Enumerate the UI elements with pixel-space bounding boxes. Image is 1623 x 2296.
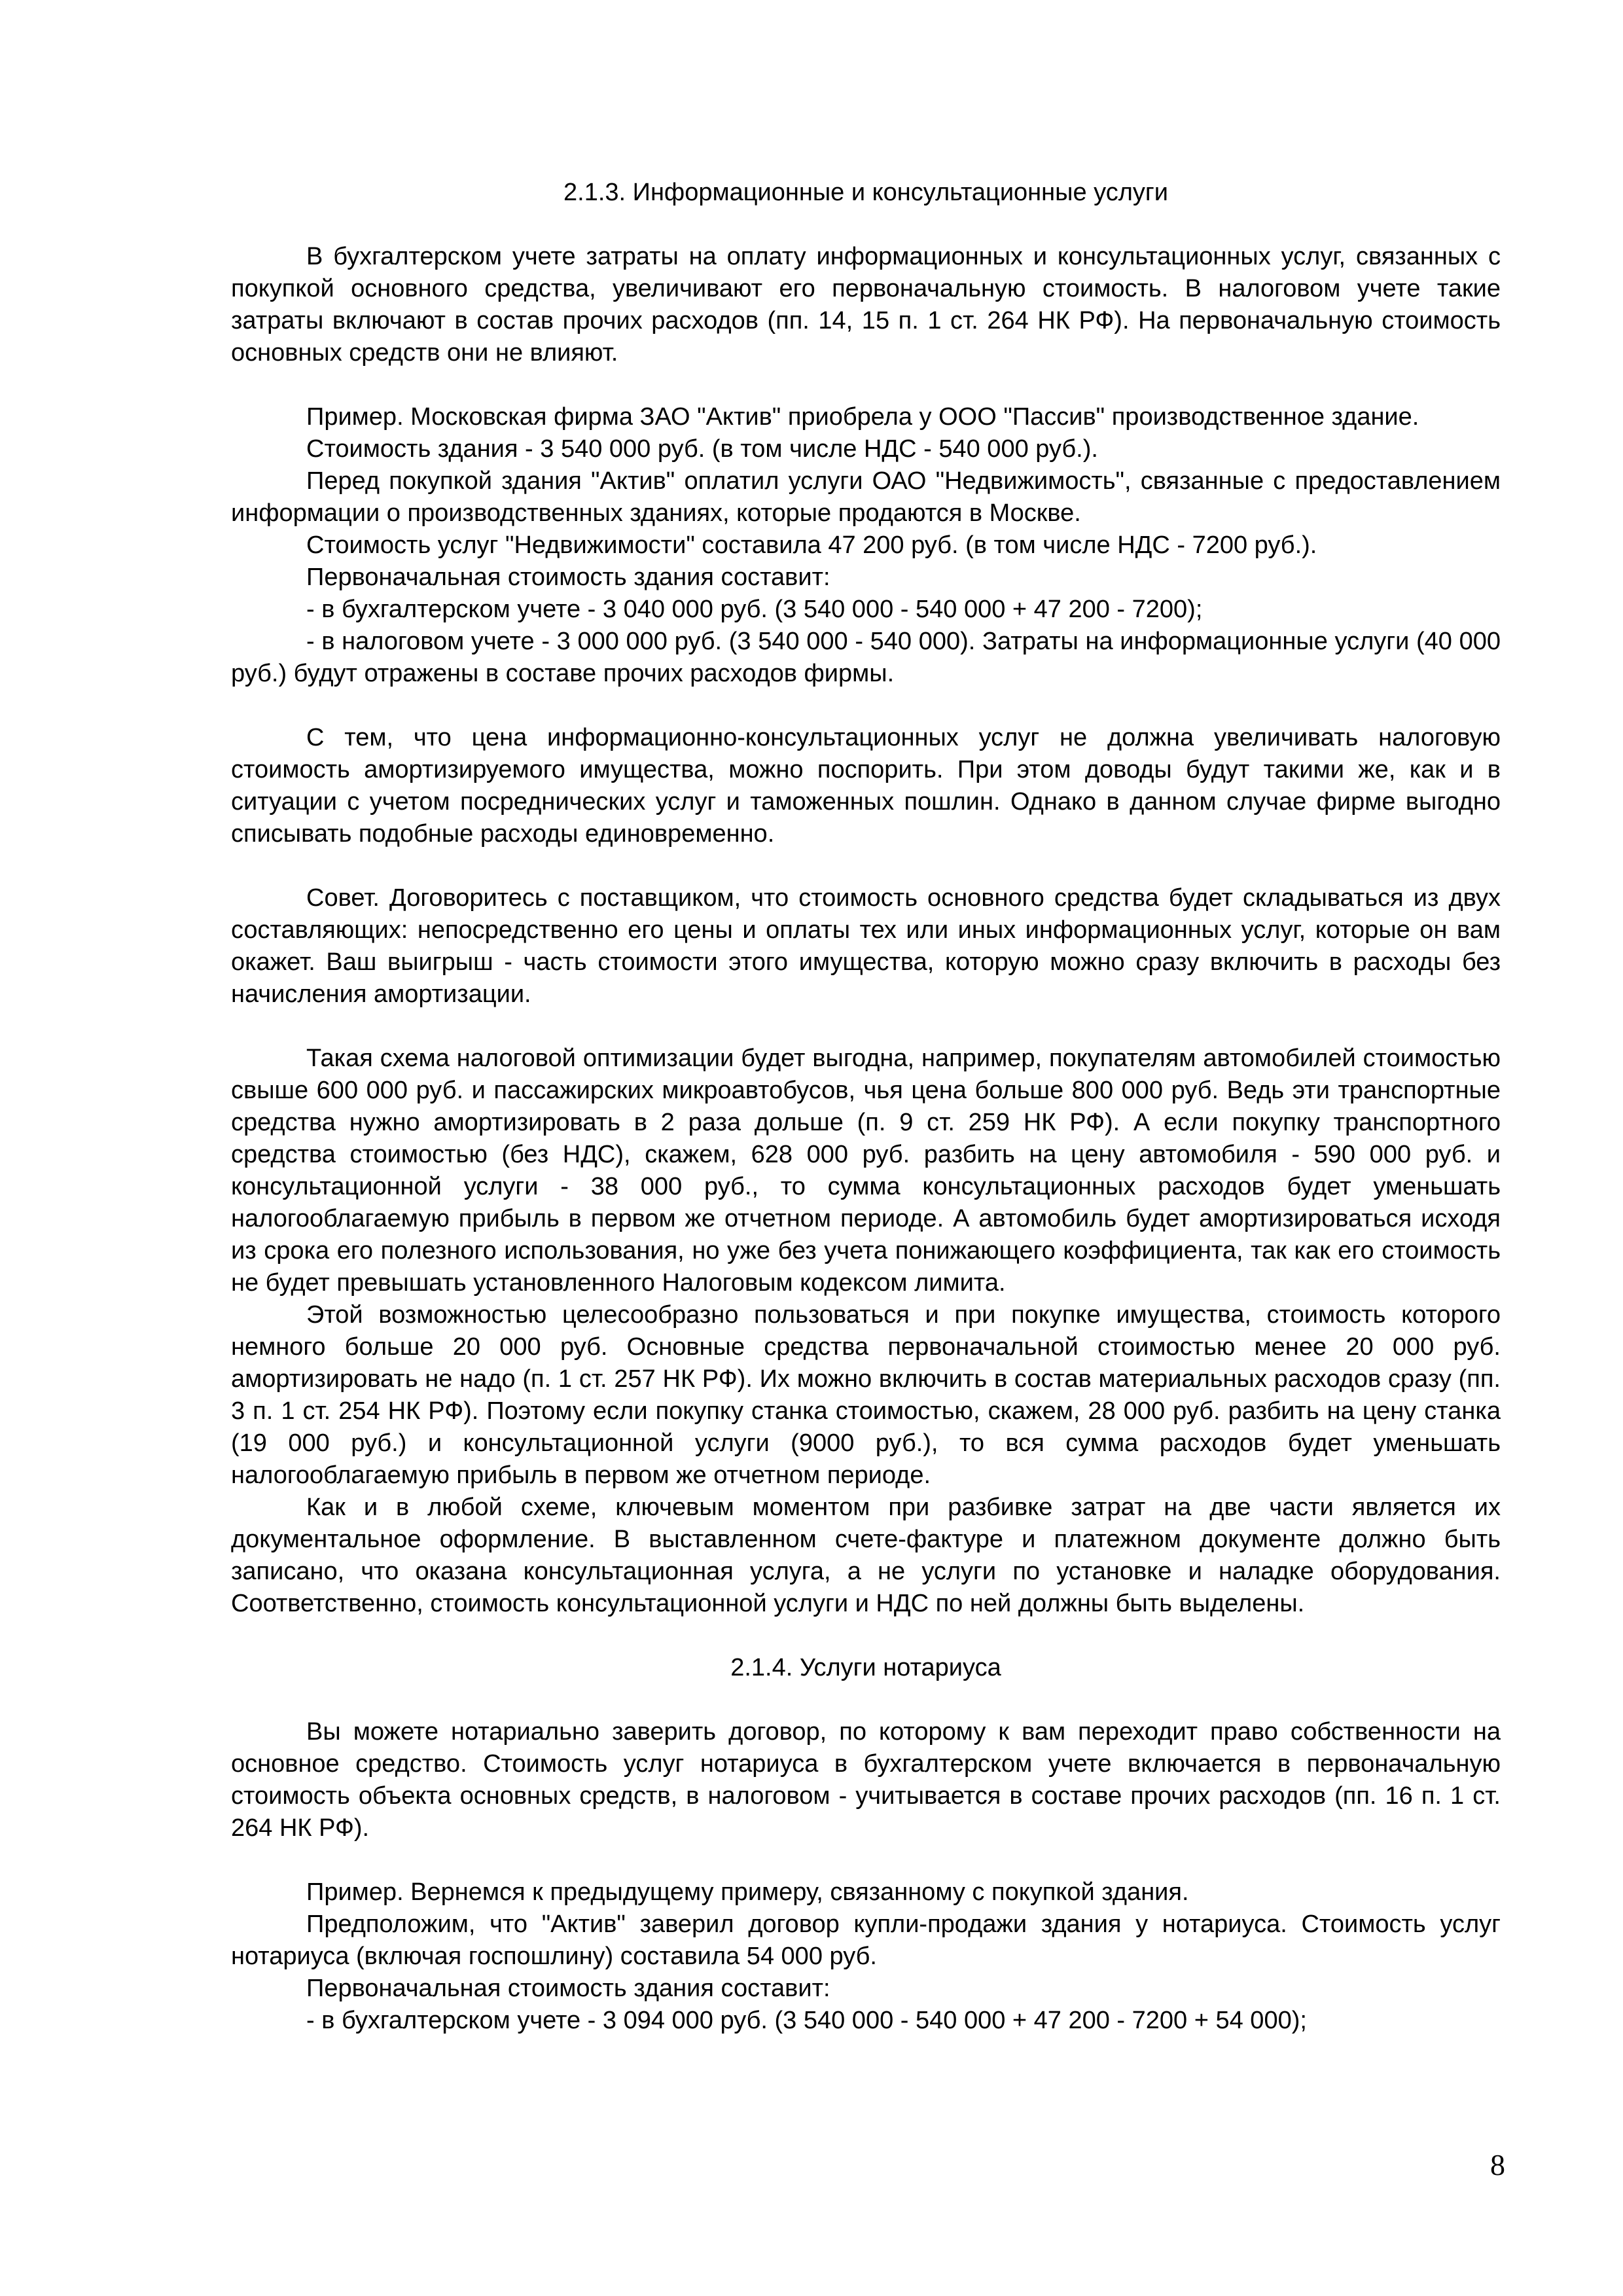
example-1-line-6: - в бухгалтерском учете - 3 040 000 руб. (3 540 000 - 540 000 + 47 200 - 7200); bbox=[306, 596, 1203, 623]
paragraph-vehicles: Такая схема налоговой оптимизации будет выгодна, например, покупателям автомобилей стоимостью свыше 600 000 руб. и пассажирских микроавтобусов, чья цена больше 800 000 руб. Ведь эти транспортные средства нужно амортизировать в 2 раза дольше (п. 9 ст. 259 НК РФ). А если покупку транспортного средства стоимостью (без НДС), скажем, 628 000 руб. разбить на цену автомобиля - 590 000 руб. и консультационной услуги - 38 000 руб., то сумма консультационных расходов будет уменьшать налогооблагаемую прибыль в первом же отчетном периоде. А автомобиль будет амортизироваться исходя из срока его полезного использования, но уже без учета понижающего коэффициента, так как его стоимость не будет превышать установленного Налоговым кодексом лимита. bbox=[231, 1045, 1501, 1297]
example-1-line-1: Пример. Московская фирма ЗАО "Актив" приобрела у ООО "Пассив" производственное здание. bbox=[306, 403, 1419, 431]
example-2-line-2: Предположим, что "Актив" заверил договор купли-продажи здания у нотариуса. Стоимость услуг нотариуса (включая госпошлину) составила 54 000 руб. bbox=[231, 1910, 1501, 1970]
paragraph-dispute: С тем, что цена информационно-консультационных услуг не должна увеличивать налоговую стоимость амортизируемого имущества, можно поспорить. При этом доводы будут такими же, как и в ситуации с учетом посреднических услуг и таможенных пошлин. Однако в данном случае фирме выгодно списывать подобные расходы единовременно. bbox=[231, 724, 1501, 848]
page-number: 8 bbox=[1490, 2148, 1505, 2181]
example-1-line-5: Первоначальная стоимость здания составит: bbox=[306, 564, 830, 591]
example-1-line-2: Стоимость здания - 3 540 000 руб. (в том числе НДС - 540 000 руб.). bbox=[306, 435, 1098, 463]
page-content bbox=[231, 177, 1501, 2037]
example-2-line-1: Пример. Вернемся к предыдущему примеру, связанному с покупкой здания. bbox=[306, 1878, 1189, 1906]
example-1-line-3: Перед покупкой здания "Актив" оплатил услуги ОАО "Недвижимость", связанные с предоставлением информации о производственных зданиях, которые продаются в Москве. bbox=[231, 467, 1501, 527]
paragraph-gap bbox=[231, 1844, 1501, 1876]
paragraph-gap bbox=[231, 1011, 1501, 1043]
paragraph-documentation: Как и в любой схеме, ключевым моментом при разбивке затрат на две части является их документальное оформление. В выставленном счете-фактуре и платежном документе должно быть записано, что оказана консультационная услуга, а не услуги по установке и наладке оборудования. Соответственно, стоимость консультационной услуги и НДС по ней должны быть выделены. bbox=[231, 1494, 1501, 1617]
example-2-line-4: - в бухгалтерском учете - 3 094 000 руб. (3 540 000 - 540 000 + 47 200 - 7200 + 54 000); bbox=[306, 2007, 1307, 2034]
example-2-line-3: Первоначальная стоимость здания составит: bbox=[306, 1975, 830, 2002]
paragraph-notary: Вы можете нотариально заверить договор, по которому к вам переходит право собственности на основное средство. Стоимость услуг нотариуса в бухгалтерском учете включается в первоначальную стоимость объекта основных средств, в налоговом - учитывается в составе прочих расходов (пп. 16 п. 1 ст. 264 НК РФ). bbox=[231, 1718, 1501, 1842]
example-1-line-4: Стоимость услуг "Недвижимости" составила 47 200 руб. (в том числе НДС - 7200 руб.). bbox=[306, 531, 1317, 559]
paragraph-gap bbox=[231, 369, 1501, 401]
example-1-line-7: - в налоговом учете - 3 000 000 руб. (3 540 000 - 540 000). Затраты на информационные услуги (40 000 руб.) будут отражены в составе прочих расходов фирмы. bbox=[231, 628, 1501, 687]
paragraph-advice: Совет. Договоритесь с поставщиком, что стоимость основного средства будет складываться из двух составляющих: непосредственно его цены и оплаты тех или иных информационных услуг, которые он вам окажет. Ваш выигрыш - часть стоимости этого имущества, которую можно сразу включить в расходы без начисления амортизации. bbox=[231, 884, 1501, 1008]
paragraph-gap bbox=[231, 690, 1501, 722]
paragraph-gap bbox=[231, 850, 1501, 882]
section-heading-2-1-3: 2.1.3. Информационные и консультационные услуги bbox=[563, 179, 1168, 206]
section-heading-2-1-4: 2.1.4. Услуги нотариуса bbox=[730, 1654, 1001, 1681]
paragraph-intro: В бухгалтерском учете затраты на оплату информационных и консультационных услуг, связанных с покупкой основного средства, увеличивают его первоначальную стоимость. В налоговом учете такие затраты включают в состав прочих расходов (пп. 14, 15 п. 1 ст. 264 НК РФ). На первоначальную стоимость основных средств они не влияют. bbox=[231, 243, 1501, 367]
paragraph-cheap-assets: Этой возможностью целесообразно пользоваться и при покупке имущества, стоимость которого немного больше 20 000 руб. Основные средства первоначальной стоимостью менее 20 000 руб. амортизировать не надо (п. 1 ст. 257 НК РФ). Их можно включить в состав материальных расходов сразу (пп. 3 п. 1 ст. 254 НК РФ). Поэтому если покупку станка стоимостью, скажем, 28 000 руб. разбить на цену станка (19 000 руб.) и консультационной услуги (9000 руб.), то вся сумма расходов будет уменьшать налогооблагаемую прибыль в первом же отчетном периоде. bbox=[231, 1301, 1501, 1489]
